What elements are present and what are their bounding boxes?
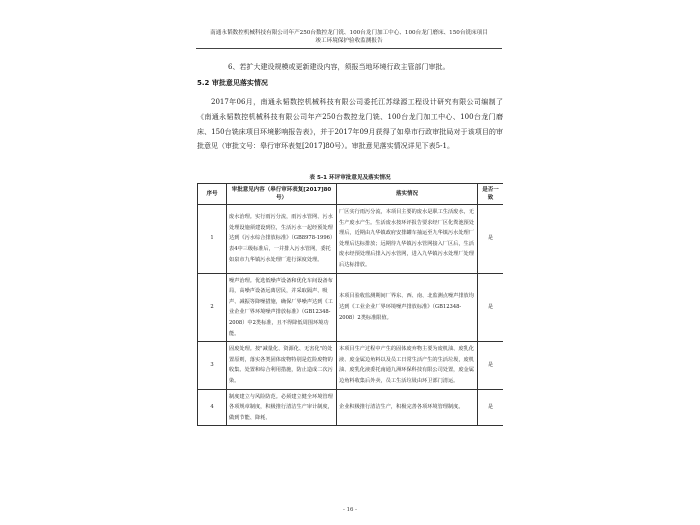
approval-table-container (197, 183, 503, 497)
row-status: 企业积极推行清洁生产，积极完善各项环境管理制度。 (337, 389, 478, 426)
row-no: 3 (198, 342, 227, 389)
item-6-text: 6、若扩大建设规模或更新建设内容，须报当地环境行政主管部门审批。 (228, 63, 450, 71)
table-row (198, 205, 504, 274)
row-opinion: 废水治理。实行雨污分流，雨污水管网、污水处理设施须建设到位，生活污水一起经预处理达到《污水综合排放标准》（GB8978-1996）表4中三级标准后，一并排入污水管网，委托如泉市九华镇污水处理厂进行深度处理。 (227, 205, 337, 274)
table-row (198, 273, 504, 342)
header-status: 落实情况 (337, 184, 478, 205)
row-no: 1 (198, 205, 227, 274)
row-opinion: 制度建立与风险防范。必须建立健全环境管理各项规章制度，积极推行清洁生产审计制度，做到节能、降耗、 (227, 389, 337, 426)
row-consistent: 是 (478, 389, 504, 426)
header-opinion: 审批意见内容（皋行审环表复[2017]80号） (227, 184, 337, 205)
body-paragraph: 2017年06月，南通永韬数控机械科技有限公司委托江苏绿源工程设计研究有限公司编制了《南通永韬数控机械科技有限公司年产250台数控龙门铣、100台龙门加工中心、100台龙门磨床、150台铣床项目环境影响报告表》，并于2017年09月获得了如皋市行政审批局对于该项目的审批意见（审批文号：皋行审环表复[2017]80号）。审批意见落实情况详见下表5-1。 (197, 98, 503, 151)
section-title: 5.2 审批意见落实情况 (197, 79, 268, 87)
page-header (196, 29, 502, 45)
table-row (198, 342, 504, 389)
row-consistent: 是 (478, 205, 504, 274)
row-consistent: 是 (478, 342, 504, 389)
row-status: 本项目验收监测期间厂界东、西、南、北监测点噪声排放均达到《工业企业厂界环境噪声排放标准》（GB12348-2008）2类标准限值。 (337, 273, 478, 342)
row-no: 4 (198, 389, 227, 426)
row-opinion: 固废处理。按"减量化、资源化、无害化"的处置原则，落实各类固体废物特别是危险废物的收集、处置和综合利用措施，防止造成二次污染。 (227, 342, 337, 389)
row-status: 厂区实行雨污分流，本项目主要的废水是职工生活废水，无生产废水产生。生活废水按环评报告要求经厂区化粪池预处理后，近期由九华镇政府安排罐车抽运至九华镇污水处理厂处理后达标排放；远期待九华镇污水管网接入厂区后，生活废水经预处理后排入污水管网，进入九华镇污水处理厂处理后达标排放。 (337, 205, 478, 274)
page-number: - 16 - (343, 507, 357, 513)
table-row (198, 389, 504, 426)
table-caption: 表 5-1 环评审批意见及落实情况 (309, 175, 391, 181)
header-no: 序号 (198, 184, 227, 205)
row-no: 2 (198, 273, 227, 342)
row-status: 本项目生产过程中产生的固体废弃物主要为废机油、废乳化液、废金属边角料以及员工日常生活产生的生活垃圾，废机油、废乳化液委托南通九洲环保科技有限公司处置，废金属边角料收集后外卖，员工生活垃圾由环卫部门清运。 (337, 342, 478, 389)
table-header-row (198, 184, 504, 205)
approval-table (197, 183, 503, 426)
header-consistent: 是否一致 (478, 184, 504, 205)
row-consistent: 是 (478, 273, 504, 342)
header-line-1: 南通永韬数控机械科技有限公司年产250台数控龙门铣、100台龙门加工中心、100台龙门磨床、150台铣床项目 (210, 30, 488, 36)
row-opinion: 噪声治理。优选低噪声设备和优化车间设备布局，高噪声设备远离居民，并采取隔声、吸声、减振等降噪措施，确保厂界噪声达到《工业企业厂界环境噪声排放标准》（GB12348-2008）中2类标准，且不得降低周围环境功能。 (227, 273, 337, 342)
header-line-2: 竣工环境保护验收监测报告 (315, 38, 383, 44)
header-divider (196, 48, 502, 49)
